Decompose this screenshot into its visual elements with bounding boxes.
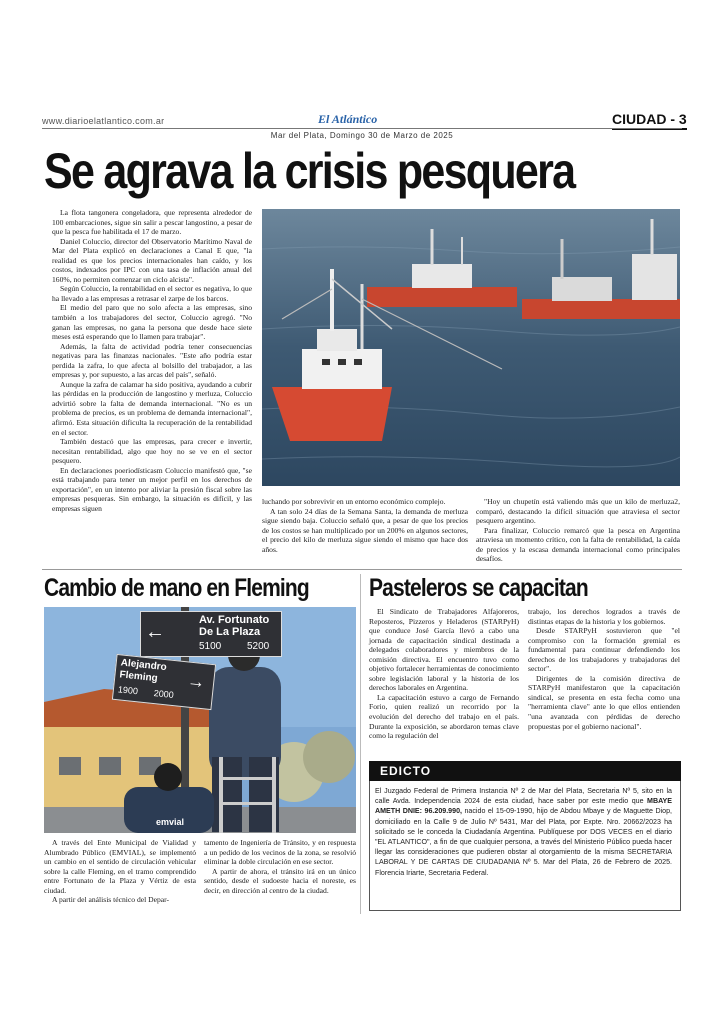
- sign-street-name-line2: Fleming: [118, 669, 159, 685]
- paragraph: A tan solo 24 días de la Semana Santa, la demanda de merluza sigue siendo baja. Coluccio señaló que, a pesar de que los precios de los costos se han multiplicado por un 200% en algunos sectores, el precio del kilo de merluza sigue siendo el mismo que hace dos años.: [262, 506, 468, 554]
- paragraph: El Sindicato de Trabajadores Alfajoreros, Reposteros, Pizzeros y Heladeros (STARPyH) que conduce José García llevó a cabo una jornada de capacitación sindical destinada a delegados colaboradores y miembros de la comisión directiva. El encuentro tuvo como objetivo fortalecer herramientas de conocimiento sobre legislación laboral y la historia de los derechos laborales en Argentina.: [369, 607, 519, 693]
- pasteleros-headline: Pasteleros se capacitan: [369, 574, 588, 602]
- newspaper-logo: El Atlántico: [318, 112, 378, 126]
- paragraph: También destacó que las empresas, para crecer e invertir, necesitan rentabilidad, algo que hoy no se ve en el sector pesquero.: [52, 437, 252, 466]
- edicto-text: [375, 786, 672, 878]
- edition-date: Mar del Plata, Domingo 30 de Marzo de 2025: [270, 131, 454, 140]
- sign-arrow-icon: ←: [145, 621, 165, 643]
- section-label: CIUDAD - 3: [612, 111, 687, 130]
- edicto-text-intro: El Juzgado Federal de Primera Instancia Nº 2 de Mar del Plata, Secretaria Nº 5, sito en la calle Avda. Independencia 2024 de esta ciudad, hace saber por este medio que: [375, 787, 672, 806]
- paragraph: La flota tangonera congeladora, que representa alrededor de 100 embarcaciones, sigue sin salir a pescar langostino, a pesar de que la pesca fue habilitada el 17 de marzo.: [52, 208, 252, 237]
- sign-street-name-line2: De La Plaza: [199, 626, 261, 638]
- street-sign-photo: [44, 607, 356, 833]
- main-article-column-1: [52, 208, 252, 514]
- paragraph: "Hoy un chupetín está valiendo más que un kilo de merluza2, comparó, destacando la difícil situación que atraviesa el sector pesquero argentino.: [476, 497, 680, 526]
- edicto-title: EDICTO: [380, 764, 432, 778]
- sign-number-end: 2000: [153, 688, 175, 701]
- paragraph: Aunque la zafra de calamar ha sido positiva, ayudando a cubrir las pérdidas en la producción de langostino y merluza, Coluccio advirtió sobre la falta de demanda internacional. "No es un problema de precios, es un problema de demanda internacional", afirmó. Esta situación dificulta la recuperación de la rentabilidad en el sector.: [52, 379, 252, 437]
- fleming-column-1: [44, 838, 196, 905]
- paragraph: A partir de ahora, el tránsito irá en un único sentido, desde el sudoeste hacia el noreste, es decir, en dirección al centro de la ciudad.: [204, 866, 356, 895]
- paragraph: trabajo, los derechos logrados a través de distintas etapas de la historia y los gobiernos.: [528, 607, 680, 626]
- sign-number-start: 1900: [117, 684, 139, 697]
- paragraph: Además, la falta de actividad podría tener consecuencias negativas para las finanzas nacionales. "Este año podría estar perdida la zafra, lo que afecta al bolsillo del trabajador, a las empresas y, por supuesto, a las arcas del país", señaló.: [52, 341, 252, 380]
- sign-street-name-line1: Alejandro: [120, 657, 168, 674]
- sign-number-start: 5100: [199, 641, 222, 652]
- paragraph: luchando por sobrevivir en un entorno económico complejo.: [262, 497, 446, 506]
- paragraph: Dirigentes de la comisión directiva de STARPyH manifestaron que la capacitación sindical, se presenta en esta fecha como una "herramienta clave" ante lo que ellos entienden "una avanzada con pérdidas de derecho propuestas por el gobierno nacional".: [528, 673, 680, 731]
- edicto-text-body: nacido el 15-09-1990, hijo de Abdou Mbaye y de Maguette Diop, domiciliado en la Calle 9 de Julio Nº 5431, Mar del Plata, por Expte. Nro. 20662/2023 ha solicitado se le conceda la Ciudadanía Argentina. Publíquese por DOS VECES en el diario "EL ATLANTICO", a fin de que cualquier persona, a través del Ministerio Público pueda hacer llegar las consideraciones que pudieren obstar al otorgamiento de la misma SECRETARIA LABORAL Y DE CARTAS DE CIUDADANIA Nº 5. Mar del Plata, 26 de Febrero de 2025. Florencia Iriarte, Secretaria Federal.: [375, 807, 673, 877]
- main-headline: Se agrava la crisis pesquera: [44, 143, 575, 199]
- main-article-column-2: [262, 497, 468, 554]
- paragraph: A través del Ente Municipal de Vialidad y Alumbrado Público (EMVIAL), se implementó un cambio en el sentido de circulación vehicular sobre la calle Fleming, en el tramo comprendido entre Fortunato de la Plaza y Vértiz de esta ciudad.: [44, 838, 196, 895]
- sign-arrow-icon: →: [186, 670, 207, 693]
- paragraph: Desde STARPyH sostuvieron que "el compromiso con la formación gremial es fundamental para continuar defendiendo los derechos de los trabajadores y trabajadoras del sector".: [528, 626, 680, 674]
- pasteleros-column-1: [369, 607, 519, 741]
- paragraph: La capacitación estuvo a cargo de Fernando Forio, quien realizó un recorrido por la evolución del derecho del trabajo en el país. Durante la exposición, se abordaron temas clave como la regulación del: [369, 692, 519, 741]
- main-article-column-3: [476, 497, 680, 564]
- vest-logo-text: emvial: [156, 817, 185, 827]
- fishing-fleet-photo: [262, 209, 680, 486]
- section-divider: [42, 569, 682, 570]
- column-divider: [360, 574, 361, 914]
- paragraph: En declaraciones poeriodísticasm Coluccio manifestó que, "se está trabajando para tener un mejor perfil en los derechos de exportación", en un intento por aliviar la presión fiscal sobre las empresas pesqueras. Sin embargo, la situación es difícil, y las empresas siguen: [52, 465, 252, 513]
- paragraph: Según Coluccio, la rentabilidad en el sector es negativa, lo que ha llevado a las empresas a retrasar el zarpe de los barcos.: [52, 284, 252, 303]
- paragraph: Daniel Coluccio, director del Observatorio Marítimo Naval de Mar del Plata explicó en declaraciones a Canal E que, "la realidad es que los precios internacionales han caído, y los costos, indexados por IPC con una tasa de inflación anual del 160%, no permiten comenzar un ciclo alcista".: [52, 236, 252, 284]
- paragraph: A partir del análisis técnico del Depar-: [52, 895, 170, 905]
- fleming-column-2: [204, 838, 356, 895]
- site-url: www.diarioelatlantico.com.ar: [42, 116, 165, 126]
- paragraph: Para finalizar, Coluccio remarcó que la pesca en Argentina atraviesa un momento crítico, con la falta de rentabilidad, la caída de precios y la escasa demanda internacional como principales desafíos.: [476, 525, 680, 564]
- paragraph: tamento de Ingeniería de Tránsito, y en respuesta a un pedido de los vecinos de la zona, se resolvió eliminar la doble circulación en ese sector.: [204, 838, 356, 867]
- fleming-headline: Cambio de mano en Fleming: [44, 574, 309, 602]
- paragraph: El medio del paro que no solo afecta a las empresas, sino también a los trabajadores del sector, Coluccio agregó. "No ganan las empresas, no gana la persona que desde hace siete meses está esperando que lo llamen para trabajar".: [52, 303, 252, 342]
- edicto-applicant-name: MBAYE AMETH DNIE: 96.209.990,: [375, 797, 672, 816]
- pasteleros-column-2: [528, 607, 680, 731]
- header-rule: [42, 128, 682, 129]
- sign-street-name-line1: Av. Fortunato: [199, 614, 270, 626]
- sign-number-end: 5200: [247, 641, 270, 652]
- street-sign-top: [140, 611, 282, 657]
